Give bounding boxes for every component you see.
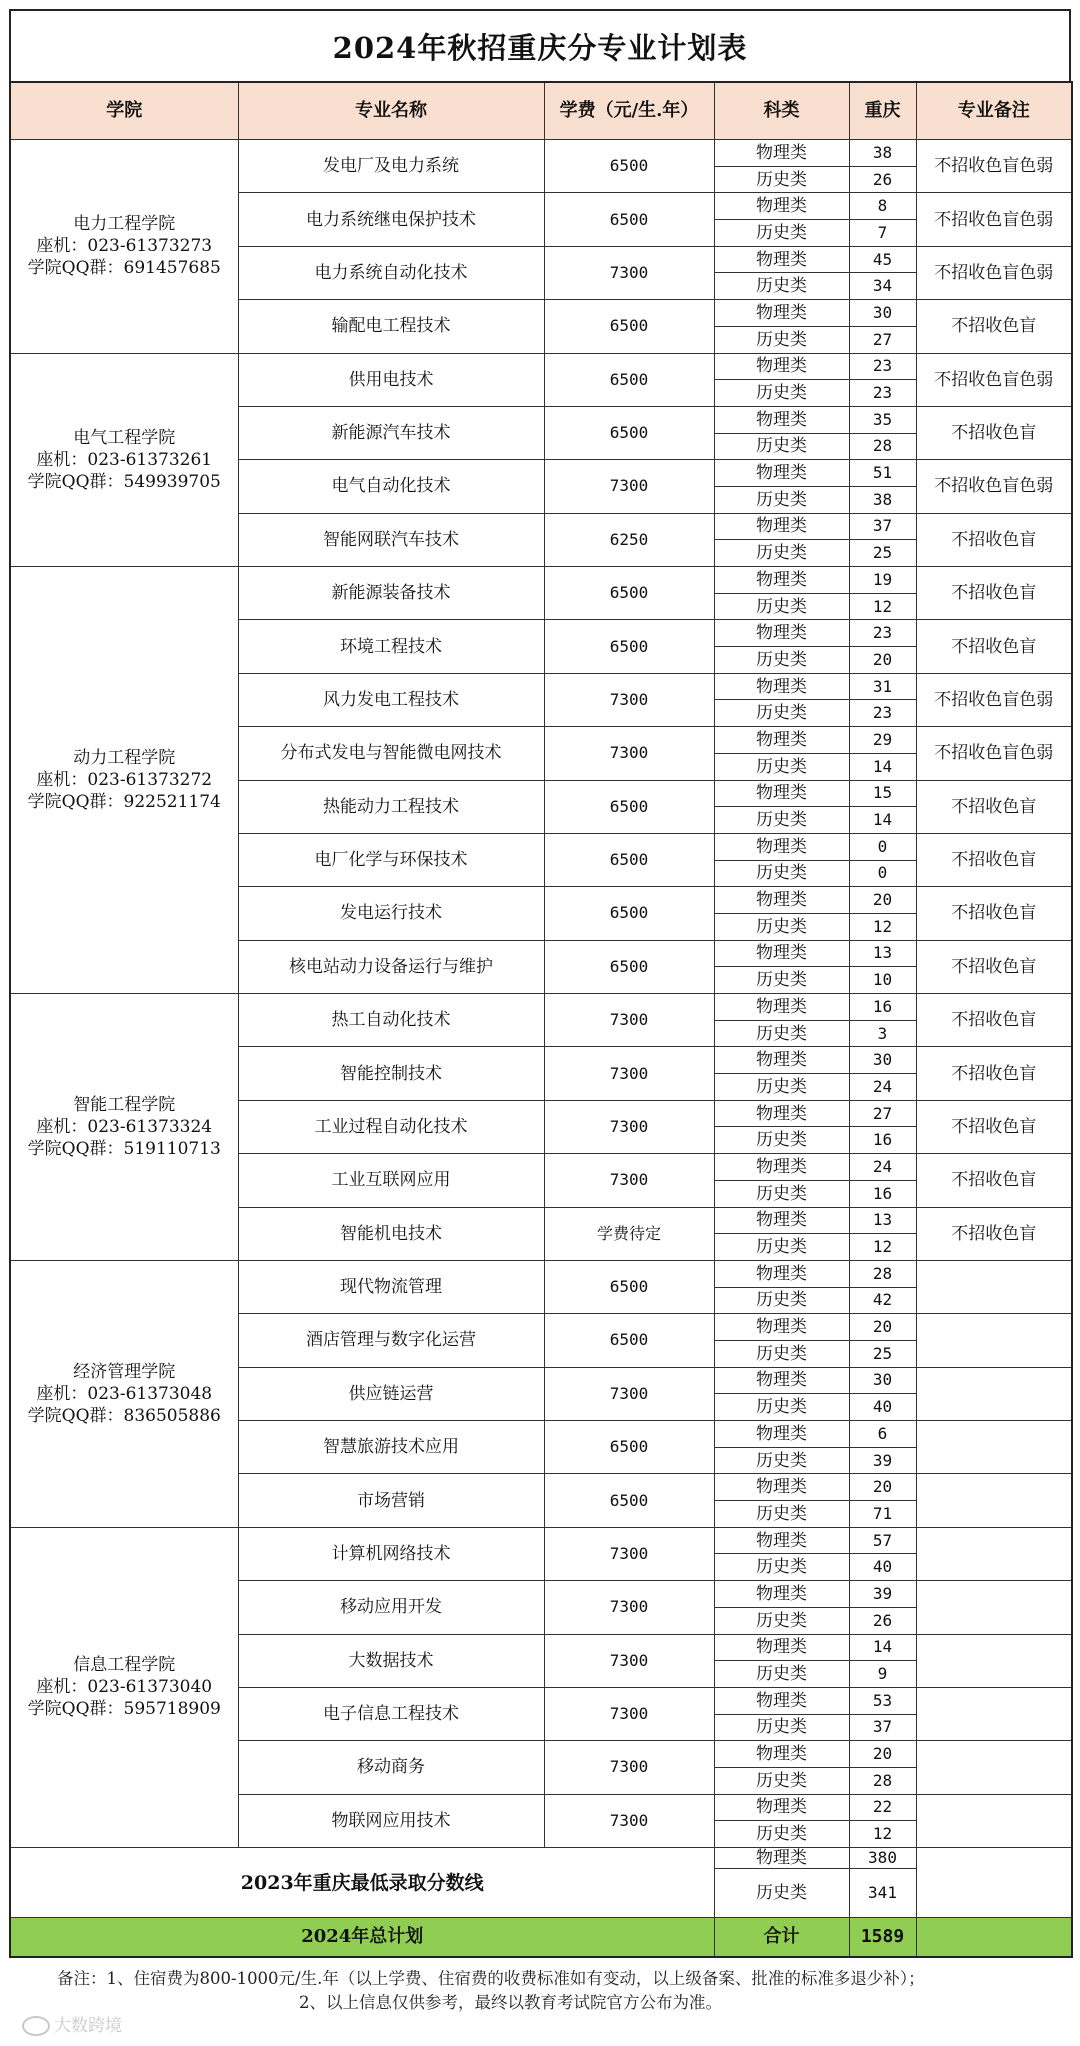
category-history: 历史类	[714, 860, 849, 887]
category-history: 历史类	[714, 1821, 849, 1848]
major-name: 分布式发电与智能微电网技术	[238, 727, 544, 780]
major-name: 计算机网络技术	[238, 1527, 544, 1580]
quota-history: 14	[849, 753, 916, 780]
major-note: 不招收色盲	[916, 567, 1072, 620]
major-fee: 7300	[544, 1100, 714, 1153]
quota-history: 12	[849, 1234, 916, 1261]
header-chongqing: 重庆	[849, 82, 916, 140]
quota-history: 9	[849, 1661, 916, 1688]
quota-history: 16	[849, 1180, 916, 1207]
table-summary	[10, 1848, 1072, 1958]
quota-history: 24	[849, 1074, 916, 1101]
quota-history: 27	[849, 326, 916, 353]
category-history: 历史类	[714, 1554, 849, 1581]
category-physics: 物理类	[714, 1207, 849, 1234]
quota-physics: 27	[849, 1100, 916, 1127]
min-score-physics-value: 380	[849, 1848, 916, 1869]
category-physics: 物理类	[714, 673, 849, 700]
college-phone: 座机：023-61373324	[36, 1116, 213, 1137]
major-note: 不招收色盲	[916, 887, 1072, 940]
header-major: 专业名称	[238, 82, 544, 140]
quota-physics: 20	[849, 887, 916, 914]
quota-physics: 22	[849, 1794, 916, 1821]
major-name: 电力系统自动化技术	[238, 246, 544, 299]
quota-history: 39	[849, 1447, 916, 1474]
major-fee: 7300	[544, 994, 714, 1047]
quota-physics: 20	[849, 1474, 916, 1501]
min-score-note	[916, 1848, 1072, 1918]
category-physics: 物理类	[714, 1634, 849, 1661]
major-name: 热能动力工程技术	[238, 780, 544, 833]
category-physics: 物理类	[714, 620, 849, 647]
table-row	[10, 994, 1072, 1021]
category-physics: 物理类	[714, 1527, 849, 1554]
quota-history: 3	[849, 1020, 916, 1047]
major-fee: 7300	[544, 460, 714, 513]
category-physics: 物理类	[714, 1100, 849, 1127]
college-phone: 座机：023-61373040	[36, 1677, 213, 1698]
category-physics: 物理类	[714, 1581, 849, 1608]
category-physics: 物理类	[714, 406, 849, 433]
header-note: 专业备注	[916, 82, 1072, 140]
major-fee: 7300	[544, 246, 714, 299]
category-physics: 物理类	[714, 140, 849, 167]
quota-physics: 45	[849, 246, 916, 273]
major-note	[916, 1741, 1072, 1794]
category-physics: 物理类	[714, 1474, 849, 1501]
college-phone: 座机：023-61373273	[36, 236, 213, 257]
quota-physics: 57	[849, 1527, 916, 1554]
category-history: 历史类	[714, 326, 849, 353]
category-physics: 物理类	[714, 780, 849, 807]
college-cell	[10, 994, 238, 1261]
quota-physics: 8	[849, 193, 916, 220]
major-fee: 6500	[544, 887, 714, 940]
college-qq: 学院QQ群：595718909	[27, 1699, 221, 1720]
college-qq: 学院QQ群：549939705	[27, 471, 221, 492]
category-physics: 物理类	[714, 1421, 849, 1448]
major-name: 现代物流管理	[238, 1260, 544, 1313]
major-name: 供应链运营	[238, 1367, 544, 1420]
major-note	[916, 1314, 1072, 1367]
college-phone: 座机：023-61373261	[36, 449, 213, 470]
category-history: 历史类	[714, 1447, 849, 1474]
table-row	[10, 1260, 1072, 1287]
major-note	[916, 1367, 1072, 1420]
major-note: 不招收色盲	[916, 940, 1072, 993]
college-qq: 学院QQ群：836505886	[27, 1405, 221, 1426]
category-physics: 物理类	[714, 1047, 849, 1074]
quota-physics: 35	[849, 406, 916, 433]
major-name: 酒店管理与数字化运营	[238, 1314, 544, 1367]
category-history: 历史类	[714, 540, 849, 567]
major-fee: 7300	[544, 1741, 714, 1794]
table-header	[10, 82, 1072, 140]
category-history: 历史类	[714, 1767, 849, 1794]
major-fee: 学费待定	[544, 1207, 714, 1260]
quota-history: 7	[849, 220, 916, 247]
category-history: 历史类	[714, 433, 849, 460]
quota-physics: 20	[849, 1741, 916, 1768]
quota-physics: 19	[849, 567, 916, 594]
total-row	[10, 1918, 1072, 1958]
category-physics: 物理类	[714, 1367, 849, 1394]
quota-physics: 20	[849, 1314, 916, 1341]
major-note: 不招收色盲	[916, 780, 1072, 833]
major-note: 不招收色盲	[916, 1100, 1072, 1153]
quota-history: 23	[849, 700, 916, 727]
quota-history: 38	[849, 486, 916, 513]
college-cell	[10, 353, 238, 567]
major-fee: 7300	[544, 1154, 714, 1207]
major-note: 不招收色盲	[916, 406, 1072, 459]
major-fee: 6250	[544, 513, 714, 566]
quota-physics: 6	[849, 1421, 916, 1448]
major-note: 不招收色盲	[916, 513, 1072, 566]
major-name: 热工自动化技术	[238, 994, 544, 1047]
major-name: 智慧旅游技术应用	[238, 1421, 544, 1474]
quota-history: 26	[849, 1607, 916, 1634]
quota-history: 25	[849, 1340, 916, 1367]
major-name: 工业互联网应用	[238, 1154, 544, 1207]
quota-history: 40	[849, 1394, 916, 1421]
major-fee: 6500	[544, 1314, 714, 1367]
category-history: 历史类	[714, 1127, 849, 1154]
category-history: 历史类	[714, 273, 849, 300]
college-cell	[10, 1527, 238, 1847]
college-name: 动力工程学院	[73, 748, 176, 768]
category-history: 历史类	[714, 913, 849, 940]
page-title: 2024年秋招重庆分专业计划表	[9, 9, 1071, 81]
category-history: 历史类	[714, 1180, 849, 1207]
major-note	[916, 1581, 1072, 1634]
category-physics: 物理类	[714, 300, 849, 327]
major-note: 不招收色盲	[916, 1154, 1072, 1207]
major-name: 发电运行技术	[238, 887, 544, 940]
category-history: 历史类	[714, 1234, 849, 1261]
major-name: 风力发电工程技术	[238, 673, 544, 726]
quota-history: 14	[849, 807, 916, 834]
college-phone: 座机：023-61373272	[36, 770, 213, 790]
major-name: 智能控制技术	[238, 1047, 544, 1100]
category-history: 历史类	[714, 700, 849, 727]
major-note: 不招收色盲	[916, 833, 1072, 886]
major-fee: 7300	[544, 1634, 714, 1687]
min-score-history-label: 历史类	[714, 1869, 849, 1918]
major-name: 智能机电技术	[238, 1207, 544, 1260]
category-physics: 物理类	[714, 1741, 849, 1768]
category-history: 历史类	[714, 1394, 849, 1421]
college-qq: 学院QQ群：691457685	[27, 258, 221, 279]
category-history: 历史类	[714, 1074, 849, 1101]
major-fee: 6500	[544, 140, 714, 193]
quota-physics: 37	[849, 513, 916, 540]
quota-physics: 14	[849, 1634, 916, 1661]
watermark-logo-icon	[22, 2016, 50, 2036]
quota-history: 12	[849, 913, 916, 940]
category-physics: 物理类	[714, 246, 849, 273]
total-value: 1589	[849, 1918, 916, 1958]
college-qq: 学院QQ群：519110713	[27, 1138, 221, 1159]
major-name: 市场营销	[238, 1474, 544, 1527]
college-name: 电力工程学院	[73, 214, 176, 235]
major-fee: 6500	[544, 353, 714, 406]
plan-page	[9, 9, 1071, 2015]
category-physics: 物理类	[714, 513, 849, 540]
category-history: 历史类	[714, 1661, 849, 1688]
category-history: 历史类	[714, 647, 849, 674]
header-category: 科类	[714, 82, 849, 140]
category-physics: 物理类	[714, 353, 849, 380]
table-row	[10, 140, 1072, 167]
table-body	[10, 140, 1072, 1848]
category-history: 历史类	[714, 807, 849, 834]
major-name: 移动商务	[238, 1741, 544, 1794]
college-name: 经济管理学院	[73, 1361, 176, 1382]
major-name: 移动应用开发	[238, 1581, 544, 1634]
category-history: 历史类	[714, 486, 849, 513]
major-fee: 6500	[544, 193, 714, 246]
min-score-row-physics	[10, 1848, 1072, 1869]
category-physics: 物理类	[714, 1794, 849, 1821]
quota-history: 28	[849, 433, 916, 460]
major-note	[916, 1474, 1072, 1527]
major-name: 核电站动力设备运行与维护	[238, 940, 544, 993]
major-name: 物联网应用技术	[238, 1794, 544, 1847]
major-fee: 6500	[544, 1474, 714, 1527]
quota-physics: 15	[849, 780, 916, 807]
quota-physics: 24	[849, 1154, 916, 1181]
major-note	[916, 1794, 1072, 1847]
major-fee: 6500	[544, 940, 714, 993]
quota-physics: 13	[849, 1207, 916, 1234]
header-row	[10, 82, 1072, 140]
category-history: 历史类	[714, 380, 849, 407]
major-fee: 7300	[544, 727, 714, 780]
category-history: 历史类	[714, 753, 849, 780]
quota-physics: 53	[849, 1687, 916, 1714]
quota-physics: 23	[849, 353, 916, 380]
table-row	[10, 1527, 1072, 1554]
category-history: 历史类	[714, 1340, 849, 1367]
major-note: 不招收色盲色弱	[916, 246, 1072, 299]
major-name: 环境工程技术	[238, 620, 544, 673]
category-physics: 物理类	[714, 887, 849, 914]
quota-history: 0	[849, 860, 916, 887]
major-name: 供用电技术	[238, 353, 544, 406]
footnote	[9, 1958, 1071, 2015]
min-score-label: 2023年重庆最低录取分数线	[10, 1848, 714, 1918]
total-note	[916, 1918, 1072, 1958]
quota-physics: 30	[849, 1047, 916, 1074]
quota-history: 23	[849, 380, 916, 407]
category-history: 历史类	[714, 1287, 849, 1314]
major-fee: 6500	[544, 406, 714, 459]
quota-physics: 51	[849, 460, 916, 487]
header-fee: 学费（元/生.年）	[544, 82, 714, 140]
quota-physics: 31	[849, 673, 916, 700]
quota-physics: 39	[849, 1581, 916, 1608]
quota-physics: 29	[849, 727, 916, 754]
major-fee: 6500	[544, 780, 714, 833]
quota-physics: 0	[849, 833, 916, 860]
category-history: 历史类	[714, 166, 849, 193]
quota-history: 26	[849, 166, 916, 193]
quota-physics: 30	[849, 300, 916, 327]
major-note: 不招收色盲色弱	[916, 460, 1072, 513]
watermark-text: 大数跨境	[54, 2016, 122, 2036]
quota-history: 25	[849, 540, 916, 567]
quota-history: 71	[849, 1501, 916, 1528]
college-cell	[10, 1260, 238, 1527]
category-physics: 物理类	[714, 460, 849, 487]
table-row	[10, 567, 1072, 594]
major-note	[916, 1687, 1072, 1740]
major-fee: 7300	[544, 673, 714, 726]
college-qq: 学院QQ群：922521174	[27, 792, 221, 812]
category-history: 历史类	[714, 967, 849, 994]
major-fee: 7300	[544, 1367, 714, 1420]
major-name: 电力系统继电保护技术	[238, 193, 544, 246]
major-name: 新能源装备技术	[238, 567, 544, 620]
major-fee: 7300	[544, 1794, 714, 1847]
major-name: 新能源汽车技术	[238, 406, 544, 459]
header-college: 学院	[10, 82, 238, 140]
quota-history: 20	[849, 647, 916, 674]
quota-history: 34	[849, 273, 916, 300]
plan-table	[9, 81, 1073, 1958]
category-physics: 物理类	[714, 727, 849, 754]
major-note: 不招收色盲色弱	[916, 353, 1072, 406]
category-physics: 物理类	[714, 567, 849, 594]
category-history: 历史类	[714, 1607, 849, 1634]
major-name: 大数据技术	[238, 1634, 544, 1687]
quota-history: 10	[849, 967, 916, 994]
major-note: 不招收色盲	[916, 994, 1072, 1047]
major-fee: 6500	[544, 300, 714, 353]
major-fee: 6500	[544, 620, 714, 673]
major-fee: 7300	[544, 1047, 714, 1100]
major-name: 电气自动化技术	[238, 460, 544, 513]
major-fee: 7300	[544, 1687, 714, 1740]
category-history: 历史类	[714, 593, 849, 620]
major-fee: 6500	[544, 1421, 714, 1474]
major-fee: 6500	[544, 1260, 714, 1313]
major-fee: 7300	[544, 1581, 714, 1634]
major-fee: 7300	[544, 1527, 714, 1580]
major-note	[916, 1260, 1072, 1313]
category-physics: 物理类	[714, 193, 849, 220]
major-note: 不招收色盲	[916, 620, 1072, 673]
quota-physics: 38	[849, 140, 916, 167]
major-note	[916, 1421, 1072, 1474]
major-name: 电厂化学与环保技术	[238, 833, 544, 886]
college-name: 智能工程学院	[73, 1094, 176, 1115]
quota-history: 28	[849, 1767, 916, 1794]
college-cell	[10, 140, 238, 354]
major-note: 不招收色盲	[916, 1207, 1072, 1260]
category-physics: 物理类	[714, 1314, 849, 1341]
major-note	[916, 1527, 1072, 1580]
quota-physics: 23	[849, 620, 916, 647]
major-note: 不招收色盲色弱	[916, 673, 1072, 726]
major-fee: 6500	[544, 567, 714, 620]
category-physics: 物理类	[714, 1260, 849, 1287]
quota-physics: 28	[849, 1260, 916, 1287]
quota-history: 16	[849, 1127, 916, 1154]
quota-history: 12	[849, 1821, 916, 1848]
quota-history: 37	[849, 1714, 916, 1741]
major-note: 不招收色盲色弱	[916, 140, 1072, 193]
category-history: 历史类	[714, 1501, 849, 1528]
category-history: 历史类	[714, 1714, 849, 1741]
table-row	[10, 353, 1072, 380]
major-fee: 6500	[544, 833, 714, 886]
min-score-history-value: 341	[849, 1869, 916, 1918]
major-name: 电子信息工程技术	[238, 1687, 544, 1740]
major-name: 发电厂及电力系统	[238, 140, 544, 193]
category-physics: 物理类	[714, 1687, 849, 1714]
total-sum-label: 合计	[714, 1918, 849, 1958]
min-score-physics-label: 物理类	[714, 1848, 849, 1869]
major-name: 输配电工程技术	[238, 300, 544, 353]
major-note	[916, 1634, 1072, 1687]
category-physics: 物理类	[714, 1154, 849, 1181]
category-physics: 物理类	[714, 994, 849, 1021]
major-name: 工业过程自动化技术	[238, 1100, 544, 1153]
footnote-line-2: 2、以上信息仅供参考，最终以教育考试院官方公布为准。	[299, 1993, 722, 2012]
college-cell	[10, 567, 238, 994]
major-note: 不招收色盲色弱	[916, 193, 1072, 246]
college-name: 电气工程学院	[73, 427, 176, 448]
quota-physics: 13	[849, 940, 916, 967]
watermark	[22, 2011, 122, 2036]
major-name: 智能网联汽车技术	[238, 513, 544, 566]
quota-history: 40	[849, 1554, 916, 1581]
quota-history: 12	[849, 593, 916, 620]
quota-physics: 30	[849, 1367, 916, 1394]
quota-physics: 16	[849, 994, 916, 1021]
major-note: 不招收色盲	[916, 1047, 1072, 1100]
category-physics: 物理类	[714, 940, 849, 967]
footnote-line-1: 备注：1、住宿费为800-1000元/生.年（以上学费、住宿费的收费标准如有变动，以上级备案、批准的标准多退少补）；	[57, 1969, 925, 1988]
college-phone: 座机：023-61373048	[36, 1383, 213, 1404]
category-physics: 物理类	[714, 833, 849, 860]
total-label: 2024年总计划	[10, 1918, 714, 1958]
college-name: 信息工程学院	[73, 1655, 176, 1676]
quota-history: 42	[849, 1287, 916, 1314]
major-note: 不招收色盲	[916, 300, 1072, 353]
major-note: 不招收色盲色弱	[916, 727, 1072, 780]
category-history: 历史类	[714, 1020, 849, 1047]
category-history: 历史类	[714, 220, 849, 247]
